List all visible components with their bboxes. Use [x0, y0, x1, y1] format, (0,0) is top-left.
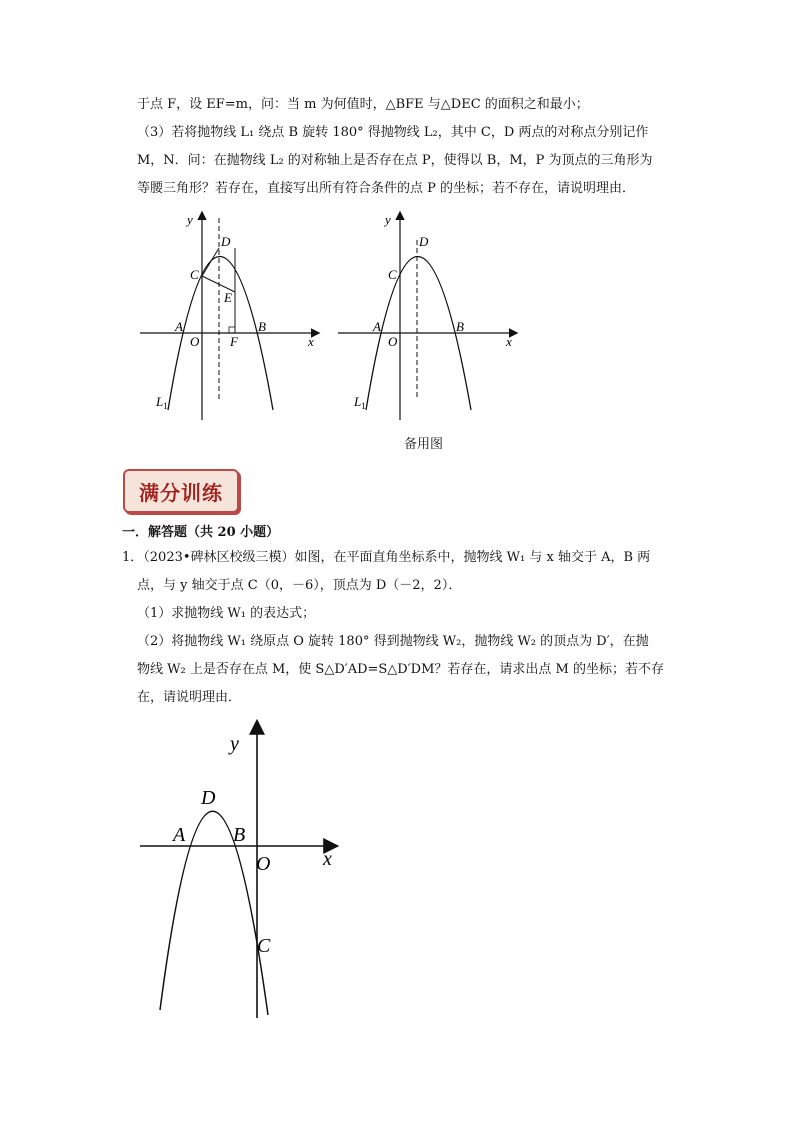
- label-o: O: [190, 334, 200, 349]
- label-a: A: [373, 319, 381, 334]
- label-x: x: [308, 334, 314, 349]
- label-f: F: [230, 334, 238, 349]
- label-o: O: [388, 334, 398, 349]
- label-b: B: [258, 319, 266, 334]
- prev-line-1: 于点 F，设 EF=m，问：当 m 为何值时，△BFE 与△DEC 的面积之和最小；: [137, 97, 589, 112]
- label-d: D: [419, 234, 429, 249]
- section-title: 一．解答题（共 20 小题）: [122, 525, 280, 540]
- label-c: C: [190, 267, 199, 282]
- label-b: B: [233, 824, 246, 846]
- p1-line-5: 物线 W₂ 上是否存在点 M，使 S△D′AD=S△D′DM？若存在，请求出点 M 的坐标；若不存: [137, 662, 664, 677]
- section-badge: 满分训练: [123, 469, 239, 513]
- label-a: A: [175, 319, 183, 334]
- figure-3: [135, 715, 345, 1020]
- label-o: O: [256, 853, 271, 875]
- label-y: y: [230, 733, 239, 755]
- label-l1: $L_1$: [354, 394, 366, 411]
- label-c: C: [257, 935, 271, 957]
- p1-line-6: 在，请说明理由．: [137, 690, 242, 705]
- p1-line-4: （2）将抛物线 W₁ 绕原点 O 旋转 180° 得到抛物线 W₂，抛物线 W₂ 的顶点为 D′，在抛: [137, 634, 649, 649]
- label-d: D: [201, 787, 216, 809]
- p1-line-1: 1．（2023•碑林区校级三模）如图，在平面直角坐标系中，抛物线 W₁ 与 x 轴交于 A，B 两: [122, 550, 651, 565]
- label-y: y: [187, 212, 193, 227]
- label-c: C: [388, 267, 397, 282]
- label-a: A: [173, 824, 186, 846]
- label-x: x: [506, 334, 512, 349]
- segment-cd: [202, 248, 219, 276]
- figure-2: [336, 205, 526, 420]
- prev-line-4: 等腰三角形？若存在，直接写出所有符合条件的点 P 的坐标；若不存在，请说明理由．: [137, 181, 636, 196]
- label-b: B: [456, 319, 464, 334]
- label-l1: $L_1$: [156, 394, 168, 411]
- label-e: E: [224, 290, 232, 305]
- p1-line-2: 点，与 y 轴交于点 C（0，－6），顶点为 D（－2，2）．: [137, 578, 462, 593]
- label-y: y: [385, 212, 391, 227]
- label-x: x: [323, 848, 332, 870]
- prev-line-2: （3）若将抛物线 L₁ 绕点 B 旋转 180° 得抛物线 L₂，其中 C，D 两点的对称点分别记作: [137, 125, 649, 140]
- label-d: D: [221, 234, 231, 249]
- figure-1: [140, 205, 330, 420]
- figure-2-caption: 备用图: [404, 437, 444, 452]
- right-angle-mark: [229, 327, 235, 333]
- p1-line-3: （1）求抛物线 W₁ 的表达式；: [137, 606, 316, 621]
- prev-line-3: M，N．问：在抛物线 L₂ 的对称轴上是否存在点 P，使得以 B，M，P 为顶点的三角形为: [137, 153, 653, 168]
